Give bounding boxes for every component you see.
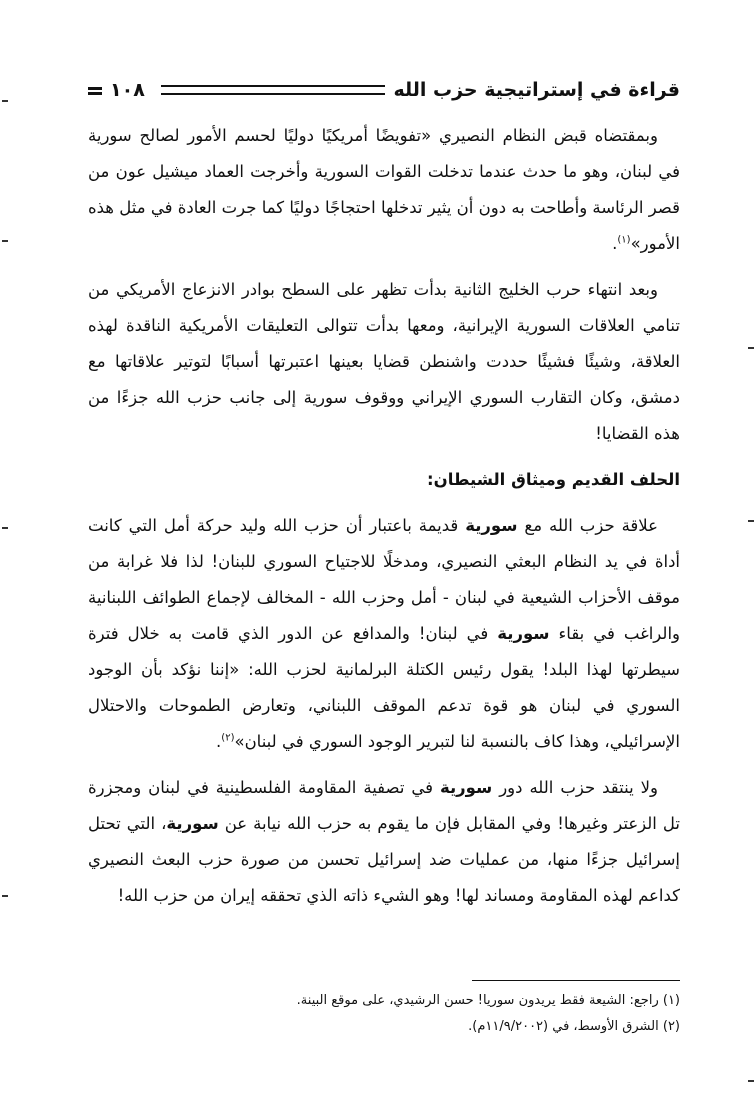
scan-edge-mark xyxy=(2,895,8,897)
page-number xyxy=(88,79,153,101)
scan-edge-mark xyxy=(748,520,754,522)
paragraph-4-bold-2: سورية xyxy=(166,814,219,833)
paragraph-1-text: وبمقتضاه قبض النظام النصيري «تفويضًا أمريكيًا دوليًا لحسم الأمور لصالح سورية في لبنان، وهو ما حدث عندما تدخلت القوات السورية وأخرجت العماد ميشيل عون من قصر الرئاسة وأطاحت به دون أن يثير تدخلها احتجاجًا دوليًا كما جرت العادة في مثل هذه الأمور» xyxy=(88,126,680,253)
paragraph-3-text-d: في لبنان! والمدافع عن الدور الذي قامت به خلال فترة سيطرتها لهذا البلد! يقول رئيس الكتلة البرلمانية لحزب الله: «إننا نؤكد بأن الوجود السوري في لبنان هو قوة تدعم الموقف اللبناني، وتعارض الطموحات والاحتلال الإسرائيلي، وهذا كاف بالنسبة لنا لتبرير الوجود السوري في لبنان» xyxy=(88,624,680,751)
paragraph-3-text-c: قديمة باعتبار أن حزب الله وليد حركة أمل التي كانت أداة في يد النظام البعثي النصيري، ومدخلًا للاجتياح السوري للبنان! لذا فلا غرابة من موقف الأحزاب الشيعية في لبنان - أمل وحزب الله - المخالف لإجماع الطوائف اللبنانية والراغب في بقاء xyxy=(88,516,680,643)
footnote-2: (٢) الشرق الأوسط، في (١١/٩/٢٠٠٢م). xyxy=(468,1019,680,1034)
paragraph-1: وبمقتضاه قبض النظام النصيري «تفويضًا أمريكيًا دوليًا لحسم الأمور لصالح سورية في لبنان، وهو ما حدث عندما تدخلت القوات السورية وأخرجت العماد ميشيل عون من قصر الرئاسة وأطاحت به دون أن يثير تدخلها احتجاجًا دوليًا كما جرت العادة في مثل هذه الأمور»$^{(١)}$. xyxy=(88,126,680,253)
scan-edge-mark xyxy=(2,240,8,242)
paragraph-4-text-c: في تصفية المقاومة الفلسطينية في لبنان ومجزرة تل الزعتر وغيرها! وفي المقابل فإن ما يقوم به حزب الله نيابة عن xyxy=(88,778,680,833)
header-title: قراءة في إستراتيجية حزب الله xyxy=(393,79,680,101)
header-rule xyxy=(161,85,386,95)
paragraph-3-bold-1: سورية xyxy=(465,516,518,535)
paragraph-3: علاقة حزب الله مع سورية قديمة باعتبار أن حزب الله وليد حركة أمل التي كانت أداة في يد النظام البعثي النصيري، ومدخلًا للاجتياح السوري للبنان! لذا فلا غرابة من موقف الأحزاب الشيعية في لبنان - أمل وحزب الله - المخالف لإجماع الطوائف اللبنانية والراغب في بقاء سورية في لبنان! والمدافع عن الدور الذي قامت به خلال فترة سيطرتها لهذا البلد! يقول رئيس الكتلة البرلمانية لحزب الله: «إننا نؤكد بأن الوجود السوري في لبنان هو قوة تدعم الموقف اللبناني، وتعارض الطموحات والاحتلال الإسرائيلي، وهذا كاف بالنسبة لنا لتبرير الوجود السوري في لبنان»$^{(٢)}$. xyxy=(88,516,680,751)
header-dash xyxy=(88,87,102,95)
footnote-ref-2: (٢) xyxy=(221,732,235,744)
scan-edge-mark xyxy=(748,1080,754,1082)
scan-edge-mark xyxy=(2,527,8,529)
section-heading: الحلف القديم وميثاق الشيطان: xyxy=(427,470,680,489)
body-text xyxy=(88,118,680,924)
footnotes xyxy=(88,988,680,1040)
paragraph-4-text-a: ولا ينتقد حزب الله دور xyxy=(492,778,658,797)
paragraph-4-bold-1: سورية xyxy=(439,778,493,797)
paragraph-2 xyxy=(88,272,680,452)
paragraph-3-text-a: علاقة حزب الله مع xyxy=(517,516,658,535)
footnote-ref-1: (١) xyxy=(617,234,631,246)
paragraph-4 xyxy=(88,770,680,914)
paragraph-3-bold-2: سورية xyxy=(497,624,550,643)
page-header xyxy=(88,72,680,108)
paragraph-2-text: وبعد انتهاء حرب الخليج الثانية بدأت تظهر على السطح بوادر الانزعاج الأمريكي من تنامي العلاقات السورية الإيرانية، ومعها بدأت تتوالى التعليقات الأمريكية الناقدة لهذه العلاقة، وشيئًا فشيئًا حددت واشنطن قضايا بعينها اعتبرتها أسبابًا لتوتير علاقاتها مع دمشق، وكان التقارب السوري الإيراني ووقوف سورية إلى جانب حزب الله جزءًا من هذه القضايا! xyxy=(88,280,680,443)
scan-edge-mark xyxy=(748,347,754,349)
scan-edge-mark xyxy=(2,100,8,102)
footnote-1: (١) راجع: الشيعة فقط يريدون سوريا! حسن الرشيدي، على موقع البينة. xyxy=(296,993,680,1008)
footnote-rule xyxy=(472,980,680,981)
paragraph-4-text-d: ، التي تحتل إسرائيل جزءًا منها، من عمليات ضد إسرائيل تحسن من صورة حزب البعث النصيري كداعم لهذه المقاومة ومساند لها! وهو الشيء ذاته الذي تحققه إيران من حزب الله! xyxy=(88,814,680,905)
page-number-value: ١٠٨ xyxy=(110,79,145,101)
